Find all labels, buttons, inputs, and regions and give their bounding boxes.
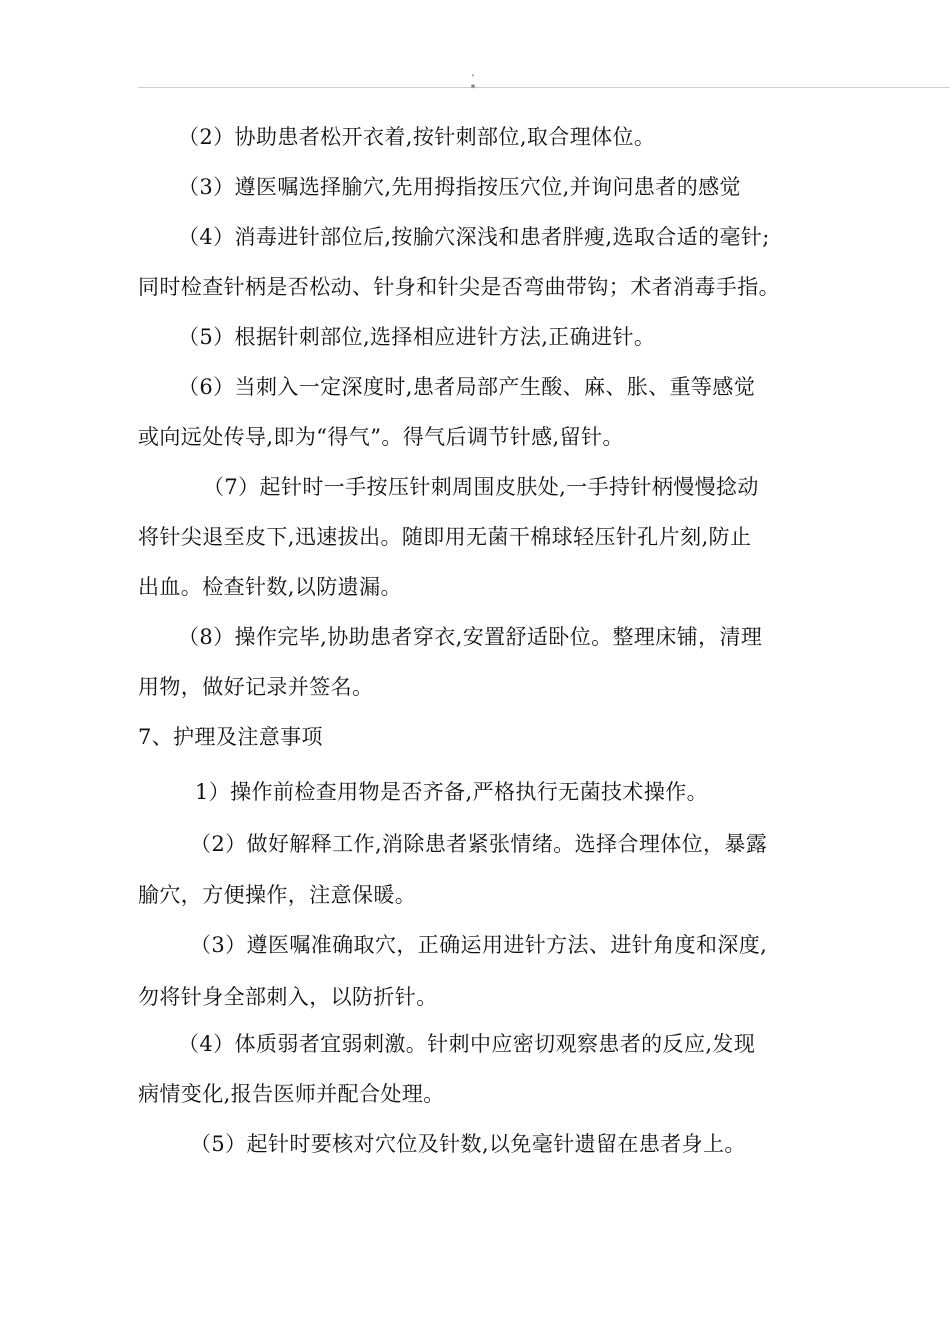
paragraph-step-6-cont: 或向远处传导,即为“得气”。得气后调节针感,留针。 <box>138 425 624 449</box>
note-4-cont: 病情变化,报告医师并配合处理。 <box>138 1082 445 1106</box>
note-3-cont: 勿将针身全部刺入，以防折针。 <box>138 985 438 1009</box>
paragraph-step-5: （5）根据针刺部位,选择相应进针方法,正确进针。 <box>178 325 656 349</box>
header-mark-bottom: * <box>470 84 476 94</box>
header-mark <box>468 74 478 94</box>
paragraph-step-7: （7）起针时一手按压针刺周围皮肤处,一手持针柄慢慢捻动 <box>203 475 759 499</box>
header-rule <box>138 87 950 88</box>
paragraph-step-6: （6）当刺入一定深度时,患者局部产生酸、麻、胀、重等感觉 <box>178 375 756 399</box>
paragraph-step-4: （4）消毒进针部位后,按腧穴深浅和患者胖瘦,选取合适的毫针; <box>178 225 770 249</box>
paragraph-step-8: （8）操作完毕,协助患者穿衣,安置舒适卧位。整理床铺，清理 <box>178 625 763 649</box>
note-4: （4）体质弱者宜弱刺激。针刺中应密切观察患者的反应,发现 <box>178 1032 756 1056</box>
note-3: （3）遵医嘱准确取穴，正确运用进针方法、进针角度和深度, <box>190 933 768 957</box>
paragraph-step-2: （2）协助患者松开衣着,按针刺部位,取合理体位。 <box>178 125 656 149</box>
section-heading: 7、护理及注意事项 <box>138 725 323 749</box>
paragraph-step-7-cont-1: 将针尖退至皮下,迅速拔出。随即用无菌干棉球轻压针孔片刻,防止 <box>138 525 752 549</box>
note-2-cont: 腧穴，方便操作，注意保暖。 <box>138 883 417 907</box>
paragraph-step-3: （3）遵医嘱选择腧穴,先用拇指按压穴位,并询问患者的感觉 <box>178 175 741 199</box>
note-5: （5）起针时要核对穴位及针数,以免毫针遗留在患者身上。 <box>190 1132 746 1156</box>
paragraph-step-4-cont: 同时检查针柄是否松动、针身和针尖是否弯曲带钩；术者消毒手指。 <box>138 275 780 299</box>
note-2: （2）做好解释工作,消除患者紧张情绪。选择合理体位，暴露 <box>190 832 768 856</box>
note-1: 1）操作前检查用物是否齐备,严格执行无菌技术操作。 <box>195 780 709 804</box>
paragraph-step-8-cont: 用物，做好记录并签名。 <box>138 675 374 699</box>
header-mark-top: ' <box>471 74 475 84</box>
paragraph-step-7-cont-2: 出血。检查针数,以防遗漏。 <box>138 575 402 599</box>
